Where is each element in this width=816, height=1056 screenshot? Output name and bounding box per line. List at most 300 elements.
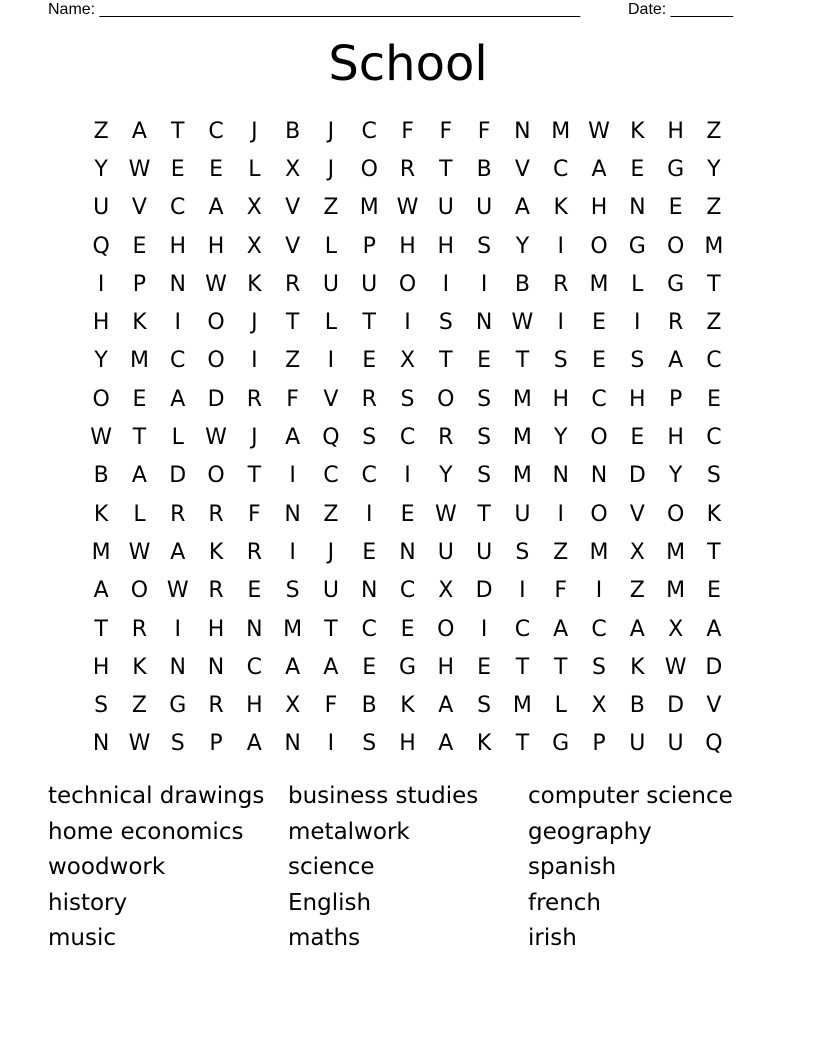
grid-letter: H [92, 654, 110, 680]
grid-letter: T [362, 310, 376, 336]
grid-letter: Y [94, 156, 108, 182]
grid-letter: J [251, 310, 258, 336]
grid-letter: H [92, 310, 110, 336]
grid-letter: M [129, 348, 149, 374]
grid-letter: Q [322, 425, 340, 451]
grid-letter: A [170, 386, 186, 412]
grid-letter: S [94, 693, 109, 719]
grid-letter: L [554, 693, 567, 719]
date-field-label: Date: _______ [628, 1, 733, 18]
grid-letter: I [480, 616, 488, 642]
grid-letter: W [166, 578, 189, 604]
grid-letter: E [362, 654, 377, 680]
grid-letter: B [476, 156, 492, 182]
grid-letter: H [629, 386, 646, 412]
grid-letter: S [438, 310, 453, 336]
grid-letter: F [286, 386, 299, 412]
grid-letter: K [132, 654, 147, 680]
grid-letter: W [205, 271, 227, 297]
grid-letter: L [631, 271, 644, 297]
grid-letter: W [396, 195, 419, 221]
word-list-item: science [288, 854, 375, 880]
grid-letter: E [706, 578, 721, 604]
grid-letter: Q [92, 233, 110, 259]
grid-letter: K [247, 271, 262, 297]
grid-letter: S [515, 539, 530, 565]
grid-letter: I [557, 501, 564, 527]
grid-letter: Z [629, 578, 645, 604]
grid-letter: S [362, 425, 377, 451]
grid-letter: C [553, 156, 569, 182]
grid-letter: R [246, 386, 262, 412]
grid-letter: B [361, 693, 377, 719]
grid-letter: N [169, 271, 186, 297]
grid-letter: C [323, 463, 339, 489]
grid-letter: R [170, 501, 186, 527]
grid-letter: E [362, 539, 377, 565]
grid-letter: O [590, 501, 608, 527]
grid-letter: I [442, 271, 450, 297]
grid-letter: E [477, 654, 492, 680]
grid-letter: V [285, 233, 301, 259]
grid-letter: C [399, 578, 416, 604]
grid-letter: I [174, 616, 181, 642]
grid-letter: N [475, 310, 493, 336]
grid-letter: N [514, 118, 531, 144]
grid-letter: H [207, 616, 225, 642]
grid-letter: T [247, 463, 262, 489]
grid-letter: E [630, 156, 645, 182]
grid-letter: I [557, 233, 564, 259]
grid-letter: A [591, 156, 607, 182]
grid-letter: A [323, 654, 339, 680]
grid-letter: U [322, 578, 339, 604]
grid-letter: S [285, 578, 300, 604]
grid-letter: O [666, 501, 685, 527]
grid-letter: A [131, 118, 147, 144]
grid-letter: E [170, 156, 185, 182]
grid-letter: Y [515, 233, 530, 259]
grid-letter: X [285, 156, 301, 182]
grid-letter: C [399, 425, 416, 451]
grid-letter: W [434, 501, 457, 527]
grid-letter: Y [668, 463, 683, 489]
grid-letter: X [399, 348, 416, 374]
grid-letter: O [92, 386, 110, 412]
grid-letter: J [327, 118, 335, 144]
grid-letter: H [399, 731, 416, 757]
grid-letter: L [171, 425, 184, 451]
grid-letter: R [208, 578, 224, 604]
grid-letter: H [437, 654, 455, 680]
grid-letter: A [246, 731, 262, 757]
grid-letter: M [512, 693, 532, 719]
grid-letter: S [706, 463, 721, 489]
grid-letter: T [439, 348, 453, 374]
grid-letter: Z [285, 348, 301, 374]
grid-letter: V [323, 386, 339, 412]
grid-letter: A [438, 731, 454, 757]
grid-letter: L [324, 310, 338, 336]
grid-letter: N [590, 463, 608, 489]
grid-letter: H [207, 233, 225, 259]
grid-letter: X [246, 233, 262, 259]
grid-letter: G [552, 731, 570, 757]
grid-letter: K [553, 195, 568, 221]
grid-letter: E [592, 348, 606, 374]
grid-letter: U [437, 195, 454, 221]
grid-letter: K [476, 731, 492, 757]
grid-letter: M [283, 616, 303, 642]
grid-letter: B [93, 463, 109, 489]
grid-letter: R [246, 539, 262, 565]
grid-letter: T [324, 616, 338, 642]
grid-letter: E [132, 233, 147, 259]
grid-letter: A [131, 463, 147, 489]
grid-letter: Y [94, 348, 108, 374]
grid-letter: P [668, 386, 683, 412]
grid-letter: A [285, 654, 301, 680]
grid-letter: Z [131, 693, 147, 719]
grid-letter: W [128, 731, 151, 757]
grid-letter: O [130, 578, 149, 604]
grid-letter: R [438, 425, 454, 451]
grid-letter: C [208, 118, 224, 144]
grid-letter: Z [323, 195, 339, 221]
grid-letter: E [706, 386, 721, 412]
grid-letter: M [666, 578, 686, 604]
grid-letter: T [132, 425, 147, 451]
grid-letter: N [284, 501, 301, 527]
grid-letter: T [515, 348, 530, 374]
grid-letter: I [519, 578, 526, 604]
grid-letter: R [361, 386, 377, 412]
grid-letter: O [666, 233, 685, 259]
grid-letter: C [170, 195, 186, 221]
grid-letter: C [361, 463, 377, 489]
header [48, 0, 748, 20]
grid-letter: W [588, 118, 610, 144]
grid-letter: W [128, 539, 151, 565]
grid-letter: R [208, 693, 224, 719]
grid-letter: M [359, 195, 379, 221]
grid-letter: M [512, 386, 532, 412]
grid-letter: S [477, 233, 492, 259]
grid-letter: P [209, 731, 223, 757]
grid-letter: S [592, 654, 606, 680]
grid-letter: C [514, 616, 531, 642]
grid-letter: B [514, 271, 530, 297]
grid-letter: F [401, 118, 414, 144]
grid-letter: Z [706, 118, 722, 144]
grid-letter: U [514, 501, 531, 527]
grid-letter: E [247, 578, 262, 604]
grid-letter: C [246, 654, 263, 680]
grid-letter: E [400, 616, 415, 642]
grid-letter: O [360, 156, 378, 182]
grid-letter: O [590, 233, 608, 259]
word-list-item: business studies [288, 783, 479, 809]
grid-letter: F [554, 578, 568, 604]
grid-letter: A [553, 616, 569, 642]
grid-letter: Y [553, 425, 568, 451]
grid-letter: S [477, 693, 492, 719]
word-list-item: music [48, 925, 117, 951]
grid-letter: N [207, 654, 225, 680]
grid-letter: A [93, 578, 109, 604]
grid-letter: C [170, 348, 186, 374]
grid-letter: I [327, 731, 335, 757]
grid-letter: W [90, 425, 113, 451]
grid-letter: M [704, 233, 724, 259]
grid-letter: G [628, 233, 646, 259]
grid-letter: N [92, 731, 110, 757]
grid-letter: U [361, 271, 378, 297]
grid-letter: J [327, 539, 335, 565]
grid-letter: J [251, 118, 258, 144]
grid-letter: F [439, 118, 453, 144]
grid-letter: U [476, 195, 493, 221]
grid-letter: C [361, 616, 377, 642]
grid-letter: N [246, 616, 263, 642]
grid-letter: I [634, 310, 641, 336]
grid-letter: N [552, 463, 569, 489]
grid-letter: K [630, 118, 645, 144]
grid-letter: S [477, 463, 492, 489]
grid-letter: T [285, 310, 300, 336]
grid-letter: C [591, 386, 607, 412]
grid-letter: J [327, 156, 335, 182]
grid-letter: P [592, 731, 606, 757]
grid-letter: U [667, 731, 684, 757]
grid-letter: I [404, 463, 411, 489]
grid-letter: G [667, 271, 685, 297]
grid-letter: A [706, 616, 722, 642]
grid-letter: B [629, 693, 645, 719]
grid-letter: N [629, 195, 646, 221]
grid-letter: X [668, 616, 684, 642]
grid-letter: R [399, 156, 416, 182]
grid-letter: N [169, 654, 186, 680]
word-list-item: history [48, 889, 128, 916]
word-list-item: maths [288, 925, 361, 951]
grid-letter: D [207, 386, 225, 412]
grid-letter: T [477, 501, 491, 527]
word-list-item: technical drawings [48, 783, 265, 809]
grid-letter: D [169, 463, 187, 489]
grid-letter: O [207, 463, 225, 489]
grid-letter: E [668, 195, 683, 221]
grid-letter: I [595, 578, 603, 604]
grid-letter: E [362, 348, 377, 374]
grid-letter: J [251, 425, 258, 451]
grid-letter: H [169, 233, 187, 259]
grid-letter: N [360, 578, 378, 604]
grid-letter: O [590, 425, 608, 451]
grid-letter: A [208, 195, 224, 221]
grid-letter: E [630, 425, 645, 451]
grid-letter: C [706, 425, 722, 451]
grid-letter: N [399, 539, 416, 565]
grid-letter: I [404, 310, 411, 336]
grid-letter: S [170, 731, 185, 757]
grid-letter: H [552, 386, 569, 412]
grid-letter: A [629, 616, 645, 642]
grid-letter: S [630, 348, 645, 374]
grid-letter: R [284, 271, 301, 297]
grid-letter: L [324, 233, 338, 259]
grid-letter: K [400, 693, 415, 719]
grid-letter: I [289, 463, 296, 489]
grid-letter: H [399, 233, 416, 259]
grid-letter: O [437, 386, 455, 412]
grid-letter: M [512, 463, 532, 489]
grid-letter: H [667, 118, 684, 144]
page-title: School [328, 36, 488, 92]
grid-letter: A [514, 195, 530, 221]
word-list [48, 779, 768, 957]
grid-letter: A [170, 539, 186, 565]
grid-letter: Z [553, 539, 569, 565]
grid-letter: K [132, 310, 147, 336]
word-list-item: English [288, 889, 372, 916]
grid-letter: I [365, 501, 373, 527]
grid-letter: F [248, 501, 261, 527]
grid-letter: X [285, 693, 301, 719]
grid-letter: S [362, 731, 377, 757]
grid-letter: X [246, 195, 262, 221]
grid-letter: W [128, 156, 151, 182]
word-list-item: computer science [528, 783, 733, 809]
word-list-item: spanish [528, 854, 617, 880]
grid-letter: I [97, 271, 105, 297]
grid-letter: G [667, 156, 685, 182]
grid-letter: V [131, 195, 147, 221]
grid-letter: W [205, 425, 227, 451]
grid-letter: R [208, 501, 224, 527]
grid-letter: M [589, 271, 609, 297]
grid-letter: T [553, 654, 568, 680]
grid-letter: T [94, 616, 108, 642]
grid-letter: U [629, 731, 646, 757]
grid-letter: I [480, 271, 488, 297]
grid-letter: E [400, 501, 415, 527]
grid-letter: B [285, 118, 301, 144]
grid-letter: A [438, 693, 454, 719]
grid-letter: W [511, 310, 534, 336]
grid-letter: M [512, 425, 532, 451]
grid-letter: V [629, 501, 645, 527]
word-list-item: geography [528, 818, 652, 845]
grid-letter: K [93, 501, 109, 527]
grid-letter: Q [705, 731, 723, 757]
grid-letter: C [361, 118, 377, 144]
grid-letter: E [132, 386, 147, 412]
grid-letter: C [706, 348, 722, 374]
grid-letter: R [667, 310, 684, 336]
grid-letter: L [248, 156, 261, 182]
grid-letter: Y [707, 156, 721, 182]
grid-letter: A [285, 425, 301, 451]
grid-letter: H [667, 425, 684, 451]
grid-letter: P [132, 271, 147, 297]
grid-letter: D [628, 463, 646, 489]
grid-letter: M [589, 539, 609, 565]
grid-letter: U [93, 195, 110, 221]
grid-letter: O [437, 616, 455, 642]
word-list-item: woodwork [48, 854, 166, 880]
grid-letter: V [706, 693, 722, 719]
grid-letter: W [664, 654, 687, 680]
grid-letter: Z [323, 501, 339, 527]
word-list-item: home economics [48, 818, 244, 845]
grid-letter: G [169, 693, 187, 719]
grid-letter: D [667, 693, 685, 719]
grid-letter: S [553, 348, 568, 374]
grid-letter: V [514, 156, 530, 182]
letter-grid [82, 112, 733, 763]
grid-letter: D [475, 578, 493, 604]
grid-letter: D [705, 654, 723, 680]
grid-letter: S [400, 386, 415, 412]
grid-letter: P [362, 233, 376, 259]
grid-letter: M [91, 539, 111, 565]
grid-letter: I [251, 348, 258, 374]
grid-letter: H [437, 233, 455, 259]
grid-letter: S [477, 425, 492, 451]
grid-letter: Z [706, 310, 722, 336]
grid-letter: Y [439, 463, 453, 489]
grid-letter: A [668, 348, 684, 374]
grid-letter: V [285, 195, 301, 221]
grid-letter: T [515, 731, 530, 757]
grid-letter: E [209, 156, 223, 182]
grid-letter: L [133, 501, 146, 527]
grid-letter: M [666, 539, 686, 565]
name-field-label: Name: ______________________________________________________ [48, 1, 581, 18]
grid-letter: K [208, 539, 224, 565]
grid-letter: T [439, 156, 453, 182]
grid-letter: R [553, 271, 569, 297]
word-list-item: metalwork [288, 818, 410, 845]
grid-letter: I [289, 539, 296, 565]
grid-letter: K [706, 501, 722, 527]
grid-letter: K [630, 654, 645, 680]
grid-letter: R [131, 616, 148, 642]
grid-letter: M [551, 118, 571, 144]
grid-letter: T [171, 118, 185, 144]
word-list-item: irish [528, 925, 577, 951]
grid-letter: O [207, 310, 225, 336]
grid-letter: S [477, 386, 492, 412]
grid-letter: Z [93, 118, 109, 144]
grid-letter: F [324, 693, 338, 719]
grid-letter: Z [706, 195, 722, 221]
grid-letter: T [707, 539, 721, 565]
grid-letter: I [174, 310, 181, 336]
grid-letter: E [592, 310, 606, 336]
grid-letter: U [437, 539, 454, 565]
grid-letter: U [476, 539, 493, 565]
grid-letter: E [477, 348, 492, 374]
grid-letter: X [591, 693, 607, 719]
grid-letter: O [207, 348, 225, 374]
grid-letter: I [557, 310, 564, 336]
word-list-item: french [528, 889, 601, 916]
grid-letter: I [327, 348, 335, 374]
grid-letter: T [515, 654, 530, 680]
grid-letter: N [284, 731, 301, 757]
